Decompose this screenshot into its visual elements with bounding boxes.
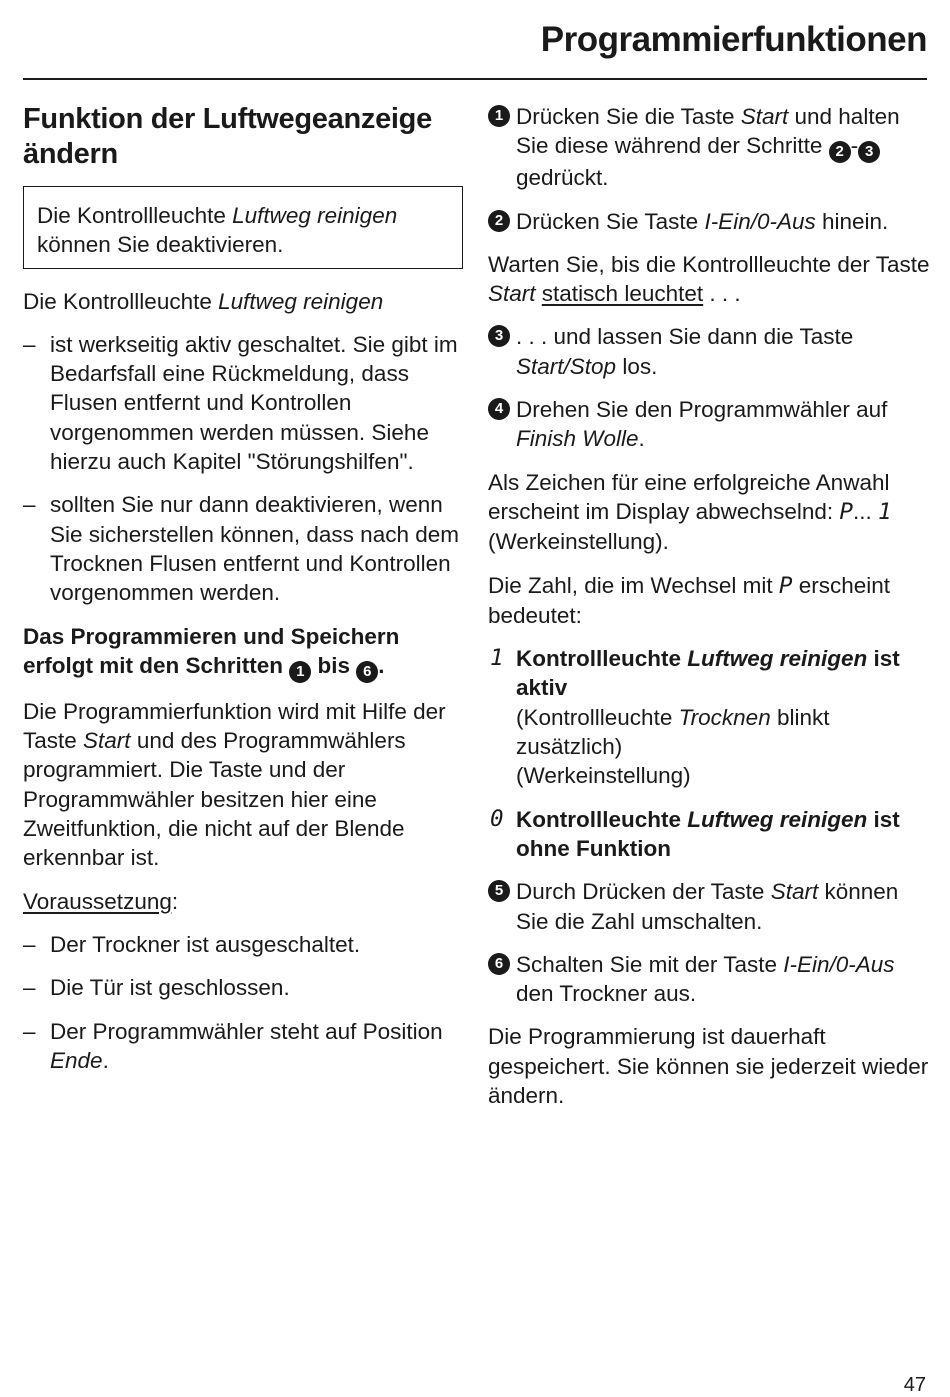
list-item: – Der Trockner ist ausgeschaltet. (23, 930, 463, 959)
prerequisite-label: Voraussetzung: (23, 888, 179, 914)
right-column (488, 102, 933, 1124)
dash-bullet: – (23, 975, 36, 1001)
page-number: 47 (903, 1374, 926, 1396)
dash-bullet: – (23, 931, 36, 957)
description-paragraph: Die Programmierfunktion wird mit Hilfe der Taste Start und des Programmwählers programmiert. Die Taste und der Programmwähler besitzen hier eine Zweitfunktion, die nicht auf der Blende erkennbar ist. (23, 698, 446, 871)
step-number-icon: 1 (488, 105, 510, 127)
dash-bullet: – (23, 1018, 36, 1044)
step-number-icon: 4 (488, 398, 510, 420)
dash-bullet: – (23, 331, 36, 357)
notice-text: Die Kontrollleuchte Luftweg reinigen können Sie deaktivieren. (37, 203, 398, 258)
list-item: – Der Programmwähler steht auf Position Ende. (23, 1018, 443, 1073)
meaning-intro: Die Zahl, die im Wechsel mit P erscheint bedeutet: (488, 572, 891, 628)
page-header (23, 0, 927, 80)
display-segment: 0 (490, 805, 504, 832)
step-3: 3 . . . und lassen Sie dann die Taste Start/Stop los. (488, 322, 933, 381)
display-explanation: Als Zeichen für eine erfolgreiche Anwahl erscheint im Display abwechselnd: P... 1 (Werkeinstellung). (488, 469, 892, 555)
step-4: 4 Drehen Sie den Programmwähler auf Finish Wolle. (488, 395, 933, 454)
dash-bullet: – (23, 492, 36, 518)
wait-instruction: Warten Sie, bis die Kontrollleuchte der Taste Start statisch leuchtet . . . (488, 251, 930, 307)
value-item: 0 Kontrollleuchte Luftweg reinigen ist ohne Funktion (490, 805, 900, 861)
section-heading: Funktion der Luftwegeanzeige ändern (23, 103, 432, 170)
notice-box (23, 186, 463, 269)
intro-text: Die Kontrollleuchte Luftweg reinigen (23, 288, 384, 314)
display-segment: 1 (877, 498, 892, 525)
step-number-icon: 2 (829, 141, 851, 163)
list-item: – sollten Sie nur dann deaktivieren, wenn Sie sicherstellen können, dass nach dem Trocknen Flusen entfernt und Kontrollen vorgenommen werden. (23, 492, 459, 606)
step-number-icon: 6 (356, 661, 378, 683)
list-item: – Die Tür ist geschlossen. (23, 973, 463, 1002)
page-title: Programmierfunktionen (540, 20, 927, 59)
step-2: 2 Drücken Sie Taste I-Ein/0-Aus hinein. (488, 207, 933, 236)
display-segment: 1 (490, 645, 504, 672)
display-segment: P (778, 572, 793, 599)
step-1: 1 Drücken Sie die Taste Start und halten Sie diese während der Schritte 2 - 3 gedrückt. (488, 102, 933, 193)
left-column (23, 102, 463, 1089)
list-item: – ist werkseitig aktiv geschaltet. Sie gibt im Bedarfsfall eine Rückmeldung, dass Flusen entfernt und Kontrollen vorgenommen werden müssen. Siehe hierzu auch Kapitel "Störungshilfen". (23, 331, 458, 475)
step-number-icon: 6 (488, 953, 510, 975)
display-segment: P (839, 498, 853, 525)
programming-steps-note: Das Programmieren und Speichern erfolgt mit den Schritten 1 bis 6 . (23, 622, 463, 683)
final-note: Die Programmierung ist dauerhaft gespeichert. Sie können sie jederzeit wieder ändern. (488, 1024, 929, 1109)
step-number-icon: 3 (858, 141, 880, 163)
step-number-icon: 3 (488, 325, 510, 347)
step-6: 6 Schalten Sie mit der Taste I-Ein/0-Aus den Trockner aus. (488, 950, 933, 1009)
step-number-icon: 1 (289, 661, 311, 683)
step-5: 5 Durch Drücken der Taste Start können Sie die Zahl umschalten. (488, 877, 933, 936)
step-number-icon: 5 (488, 880, 510, 902)
value-item: 1 Kontrollleuchte Luftweg reinigen ist aktiv (Kontrollleuchte Trocknen blinkt zusätzlich) (Werkeinstellung) (490, 645, 900, 789)
step-number-icon: 2 (488, 210, 510, 232)
